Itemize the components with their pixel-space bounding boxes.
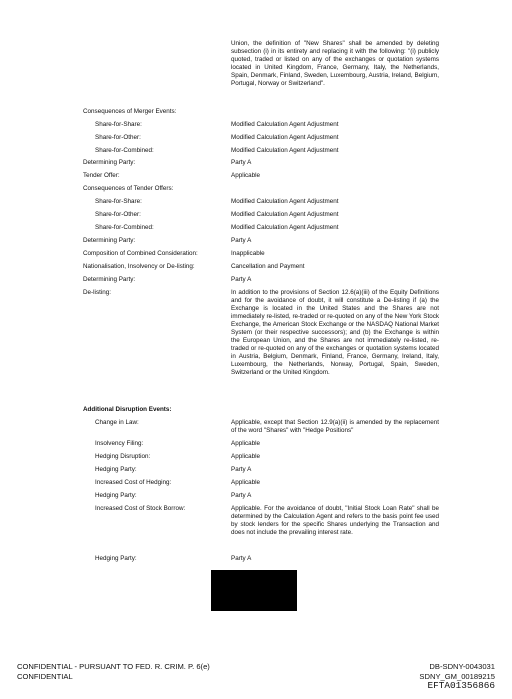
row-value: Cancellation and Payment (231, 263, 305, 270)
row-value: Modified Calculation Agent Adjustment (231, 134, 339, 141)
continued-paragraph: Union, the definition of "New Shares" shall be amended by deleting subsection (i) in its entirety and replacing it with the following: "(i) publicly quoted, traded or listed on any of the exchanges or quotation systems located in United Kingdom, France, Germany, Italy, the Netherlands, Spain, Denmark, Finland, Sweden, Luxembourg, Austria, Ireland, Belgium, Portugal, Norway or Switzerland". (231, 40, 439, 87)
merger-events-heading: Consequences of Merger Events: (83, 108, 177, 115)
row-label: Increased Cost of Stock Borrow: (95, 505, 186, 512)
row-value: Party A (231, 555, 252, 562)
row-label: De-listing: (83, 289, 111, 296)
row-value: Modified Calculation Agent Adjustment (231, 211, 339, 218)
redaction-box (211, 570, 297, 611)
row-label: Share-for-Share: (95, 121, 142, 128)
stock-borrow-paragraph: Applicable. For the avoidance of doubt, "Initial Stock Loan Rate" shall be determined by the Calculation Agent and refers to the basis point fee used by stock lenders for the specific Shares underlying the Transaction and does not include the prevailing interest rate. (231, 505, 439, 536)
row-label: Share-for-Other: (95, 134, 141, 141)
row-value: Applicable (231, 453, 261, 460)
change-in-law-paragraph: Applicable, except that Section 12.9(a)(ii) is amended by the replacement of the word "Shares" with "Hedge Positions" (231, 419, 439, 434)
row-value: Inapplicable (231, 250, 265, 257)
row-label: Insolvency Filing: (95, 440, 144, 447)
sdny-number: SDNY_GM_00189215 (419, 672, 495, 681)
efta-number: EFTA01356866 (427, 680, 495, 691)
row-value: Modified Calculation Agent Adjustment (231, 147, 339, 154)
row-value: Party A (231, 237, 252, 244)
row-label: Hedging Party: (95, 466, 137, 473)
row-value: Applicable (231, 479, 261, 486)
row-label: Tender Offer: (83, 172, 120, 179)
row-label: Nationalisation, Insolvency or De-listing: (83, 263, 195, 270)
row-label: Composition of Combined Consideration: (83, 250, 198, 257)
de-listing-paragraph: In addition to the provisions of Section 12.6(a)(iii) of the Equity Definitions and for the avoidance of doubt, it will constitute a De-listing if (a) the Exchange is located in the United States and the Shares are not immediately re-listed, re-traded or re-quoted on any of the New York Stock Exchange, the American Stock Exchange or the NASDAQ National Market System (or their respective successors); and (b) the Exchange is within the European Union, and the Shares are not immediately re-listed, re-traded or re-quoted on any of the exchanges or quotation systems located in Austria, Belgium, Denmark, Finland, France, Germany, Ireland, Italy, Luxembourg, the Netherlands, Norway, Portugal, Spain, Sweden, Switzerland or the United Kingdom. (231, 289, 439, 376)
tender-offers-heading: Consequences of Tender Offers: (83, 185, 174, 192)
row-label: Determining Party: (83, 159, 136, 166)
row-label: Hedging Disruption: (95, 453, 151, 460)
row-value: Modified Calculation Agent Adjustment (231, 224, 339, 231)
row-value: Modified Calculation Agent Adjustment (231, 198, 339, 205)
row-label: Share-for-Combined: (95, 224, 154, 231)
row-value: Applicable (231, 172, 261, 179)
row-value: Party A (231, 276, 252, 283)
bates-number: DB-SDNY-0043031 (429, 662, 495, 671)
row-label: Share-for-Combined: (95, 147, 154, 154)
confidential-label: CONFIDENTIAL (17, 672, 73, 681)
row-value: Party A (231, 159, 252, 166)
confidential-notice: CONFIDENTIAL - PURSUANT TO FED. R. CRIM. P. 6(e) (17, 662, 210, 671)
row-label: Share-for-Other: (95, 211, 141, 218)
row-value: Applicable (231, 440, 261, 447)
row-value: Party A (231, 492, 252, 499)
row-label: Increased Cost of Hedging: (95, 479, 172, 486)
row-label: Hedging Party: (95, 555, 137, 562)
row-label: Determining Party: (83, 237, 136, 244)
row-value: Modified Calculation Agent Adjustment (231, 121, 339, 128)
row-label: Hedging Party: (95, 492, 137, 499)
row-label: Change in Law: (95, 419, 139, 426)
additional-disruption-heading: Additional Disruption Events: (83, 406, 172, 413)
row-label: Determining Party: (83, 276, 136, 283)
row-label: Share-for-Share: (95, 198, 142, 205)
row-value: Party A (231, 466, 252, 473)
